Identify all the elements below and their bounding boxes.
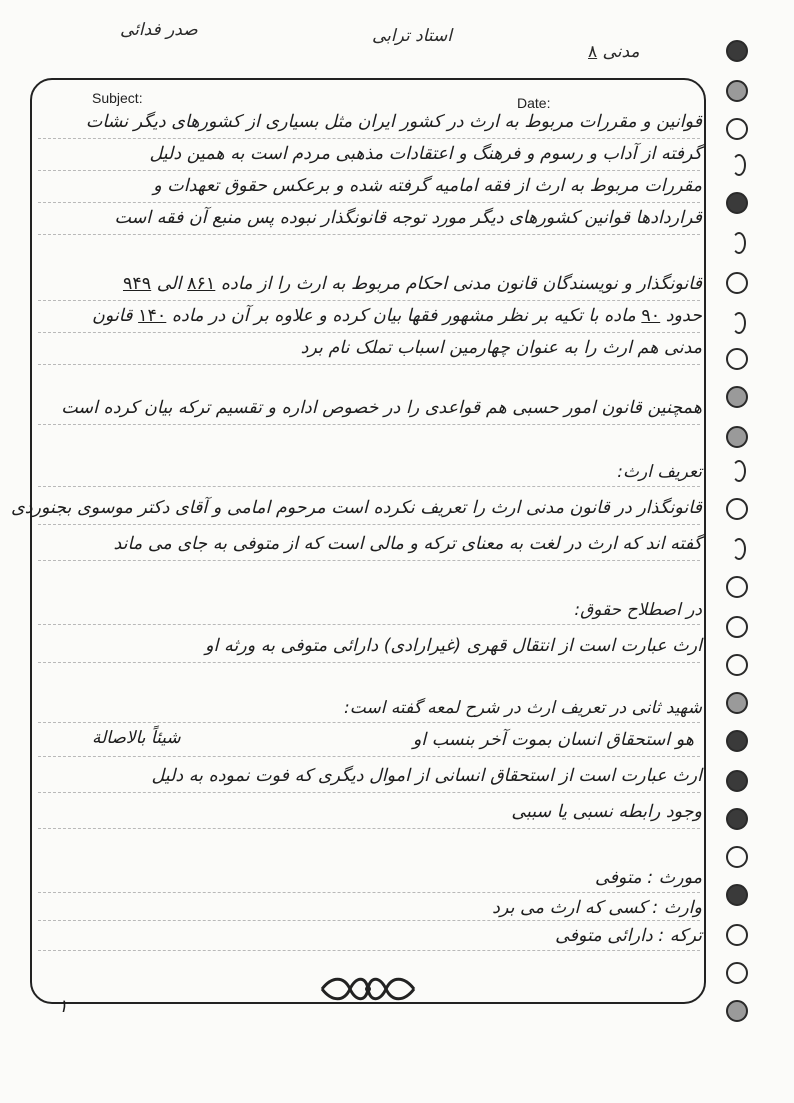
top-right-note-number: ۸	[588, 42, 598, 62]
ruled-line	[38, 234, 700, 235]
binder-hole-icon	[726, 808, 748, 830]
text-span: قانون	[92, 306, 133, 326]
binder-hole-icon	[726, 924, 748, 946]
glossary-item: مورث : متوفی	[594, 868, 702, 888]
ruled-line	[38, 624, 700, 625]
ruled-line	[38, 202, 700, 203]
text-span: الی	[156, 274, 182, 294]
binder-hole-icon	[726, 118, 748, 140]
text-span: قانونگذار و نویسندگان قانون مدنی احکام مربوط به ارث را از ماده	[220, 274, 702, 294]
top-left-note: صدر فدائی	[120, 20, 198, 40]
ruled-line	[38, 892, 700, 893]
binder-hole-icon	[726, 616, 748, 638]
binder-hole-icon	[726, 272, 748, 294]
binder-hole-icon	[726, 770, 748, 792]
binder-holes	[718, 36, 768, 1026]
binder-hole-icon	[726, 962, 748, 984]
ruled-line	[38, 138, 700, 139]
article-number: ۸۶۱	[187, 274, 216, 294]
text-line: مدنی هم ارث را به عنوان چهارمین اسباب تملک نام برد	[300, 338, 702, 358]
subject-label: Subject:	[92, 90, 143, 106]
binder-hole-icon	[726, 1000, 748, 1022]
section-heading: تعریف ارث:	[617, 462, 702, 482]
ruled-line	[38, 300, 700, 301]
glossary-item: وارث : کسی که ارث می برد	[492, 898, 702, 918]
ruled-line	[38, 920, 700, 921]
binder-hole-icon	[726, 192, 748, 214]
article-number: ۹۴۹	[122, 274, 152, 294]
text-line: قوانین و مقررات مربوط به ارث در کشور ایران مثل بسیاری از کشورهای دیگر نشات	[85, 112, 702, 132]
ruled-line	[38, 364, 700, 365]
ruled-line	[38, 524, 700, 525]
glossary-item: ترکه : دارائی متوفی	[555, 926, 702, 946]
binder-hole-icon	[732, 312, 746, 334]
text-line	[92, 306, 702, 326]
binder-hole-icon	[726, 576, 748, 598]
text-line: وجود رابطه نسبی یا سببی	[511, 802, 702, 822]
ruled-line	[38, 792, 700, 793]
text-line: گرفته از آداب و رسوم و فرهنگ و اعتقادات مذهبی مردم است به همین دلیل	[149, 144, 702, 164]
ruled-line	[38, 424, 700, 425]
binder-hole-icon	[732, 460, 746, 482]
binder-hole-icon	[732, 232, 746, 254]
ruled-line	[38, 332, 700, 333]
ruled-line	[38, 170, 700, 171]
date-label: Date:	[517, 95, 551, 111]
top-right-note	[588, 42, 639, 62]
binder-hole-icon	[726, 846, 748, 868]
binder-hole-icon	[726, 426, 748, 448]
ruled-line	[38, 486, 700, 487]
ruled-line	[38, 722, 700, 723]
binder-hole-icon	[726, 730, 748, 752]
binder-hole-icon	[726, 348, 748, 370]
ruled-line	[38, 950, 700, 951]
article-number: ۹۰	[641, 306, 661, 326]
text-line: قراردادها قوانین کشورهای دیگر مورد توجه قانونگذار نبوده پس منبع آن فقه است	[114, 208, 702, 228]
article-number: ۱۴۰	[138, 306, 167, 326]
binder-hole-icon	[732, 538, 746, 560]
ruled-line	[38, 662, 700, 663]
binder-hole-icon	[726, 40, 748, 62]
text-span: ماده با تکیه بر نظر مشهور فقها بیان کرده و علاوه بر آن در ماده	[171, 306, 636, 326]
binder-hole-icon	[726, 386, 748, 408]
text-line: ارث عبارت است از استحقاق انسانی از اموال دیگری که فوت نموده به دلیل	[151, 766, 702, 786]
quote-side-phrase: شیئاً بالاصالة	[92, 728, 181, 748]
binder-hole-icon	[726, 884, 748, 906]
binder-hole-icon	[726, 498, 748, 520]
bottom-ornament-icon	[318, 974, 418, 1004]
text-line: گفته اند که ارث در لغت به معنای ترکه و مالی است که از متوفی به جای می ماند	[113, 534, 702, 554]
top-right-note-label: مدنی	[602, 42, 640, 62]
text-line: قانونگذار در قانون مدنی ارث را تعریف نکرده است مرحوم امامی و آقای دکتر موسوی بجنوردی	[11, 498, 702, 518]
ruled-line	[38, 756, 700, 757]
binder-hole-icon	[732, 154, 746, 176]
text-line: ارث عبارت است از انتقال قهری (غیرارادی) دارائی متوفی به ورثه او	[205, 636, 702, 656]
binder-hole-icon	[726, 654, 748, 676]
quote-line: هو استحقاق انسان بموت آخر بنسب او	[412, 730, 694, 750]
section-heading: شهید ثانی در تعریف ارث در شرح لمعه گفته است:	[344, 698, 702, 718]
section-heading: در اصطلاح حقوق:	[574, 600, 702, 620]
text-span: حدود	[665, 306, 702, 326]
text-line: مقررات مربوط به ارث از فقه امامیه گرفته شده و برعکس حقوق تعهدات و	[153, 176, 702, 196]
ruled-line	[38, 828, 700, 829]
text-line: همچنین قانون امور حسبی هم قواعدی را در خصوص اداره و تقسیم ترکه بیان کرده است	[61, 398, 702, 418]
text-line	[123, 274, 702, 294]
top-center-note: استاد ترابی	[372, 26, 452, 46]
binder-hole-icon	[726, 692, 748, 714]
binder-hole-icon	[726, 80, 748, 102]
ruled-line	[38, 560, 700, 561]
page-number: ۱	[58, 996, 68, 1017]
